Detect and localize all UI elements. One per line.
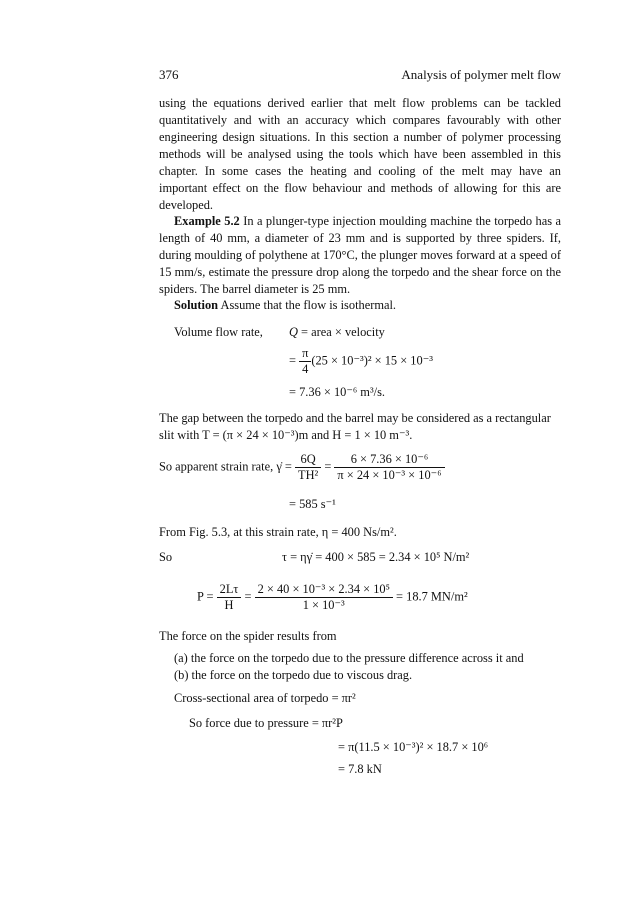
strain-rate-result: = 585 s⁻¹ [289,497,336,511]
strain-rate-fraction-1: $\frac{6Q}{\text{TH²}}$ [295,452,321,483]
cross-section-line: Cross-sectional area of torpedo = πr² [174,691,356,705]
solution-text: Assume that the flow is isothermal. [220,298,397,312]
volume-flow-result: = 7.36 × 10⁻⁶ m³/s. [289,385,386,399]
pressure-lhs: P = [197,589,214,604]
force-item-b: (b) the force on the torpedo due to viscous drag. [174,668,413,682]
pressure-fraction-2: $\frac{\text{2 × 40 × 10⁻³ × 2.34 × 10⁵}}{\text{1 × 10⁻³}}$ [255,582,393,613]
gap-text-2: slit with T = (π × 24 × 10⁻³)m and H = 1 × 10 m⁻³. [159,428,413,442]
solution-label: Solution [174,298,219,312]
shear-stress-label: So [159,550,173,564]
page-number: 376 [159,67,179,82]
volume-flow-label: Volume flow rate, [174,325,263,339]
pressure-result: = 18.7 MN/m² [396,589,468,604]
pressure-fraction-1: $\frac{2L\tau}{H}$ [217,582,242,613]
force-pressure-line3: = 7.8 kN [338,762,382,776]
force-item-a: (a) the force on the torpedo due to the pressure difference across it and [174,651,524,665]
intro-paragraph: using the equations derived earlier that melt flow problems can be tackled quantitatively and with an accuracy which compares favourably with other engineering design situations. In this section a number of polymer processing methods will be analysed using the tools which have been assembled in this chapter. In some cases the heating and cooling of the melt may have an important effect on the flow behaviour and methods of allowing for this are developed. [159,96,561,212]
shear-stress-expr: τ = ηγ̇ = 400 × 585 = 2.34 × 10⁵ N/m² [282,550,470,564]
example-text: In a plunger-type injection moulding machine the torpedo has a length of 40 mm, a diameter of 23 mm and is supported by three spiders. If, during moulding of polythene at 170°C, the plunger moves forward at a speed of 15 mm/s, estimate the pressure drop along the torpedo and the shear force on the spiders. The barrel diameter is 25 mm. [159,214,561,296]
volume-flow-line1: Q = area × velocity [289,325,385,339]
example-label: Example 5.2 [174,214,240,228]
force-pressure-line2: = π(11.5 × 10⁻³)² × 18.7 × 10⁶ [338,740,489,754]
running-title: Analysis of polymer melt flow [401,67,561,82]
viscosity-line: From Fig. 5.3, at this strain rate, η = 400 Ns/m². [159,525,397,539]
strain-rate-label: So apparent strain rate, γ̇ = [159,459,292,474]
force-pressure-line1: So force due to pressure = πr²P [189,716,343,730]
force-intro: The force on the spider results from [159,629,337,643]
pi-over-4-fraction: $\frac{\pi}{4}$ [299,346,311,377]
strain-rate-equation: So apparent strain rate, γ̇ = $\frac{6Q}{\text{TH²}}$ = $\frac{\text{6 × 7.36 × 10⁻⁶}}{\text{π × 24 × 10⁻³ × 10⁻⁶}}$ [159,452,445,483]
pressure-equation: P = $\frac{2L\tau}{H}$ = $\frac{\text{2 × 40 × 10⁻³ × 2.34 × 10⁵}}{\text{1 × 10⁻³}}$ = 18.7 MN/m² [197,582,468,612]
solution-line [174,297,396,314]
volume-flow-expr: (25 × 10⁻³)² × 15 × 10⁻³ [311,353,433,368]
example-paragraph [159,213,561,298]
gap-text-1: The gap between the torpedo and the barrel may be considered as a rectangular [159,411,551,425]
volume-flow-line2: = $\frac{\pi}{4}$ (25 × 10⁻³)² × 15 × 10⁻³ [289,346,433,376]
strain-rate-fraction-2: $\frac{\text{6 × 7.36 × 10⁻⁶}}{\text{π × 24 × 10⁻³ × 10⁻⁶}}$ [334,452,444,483]
